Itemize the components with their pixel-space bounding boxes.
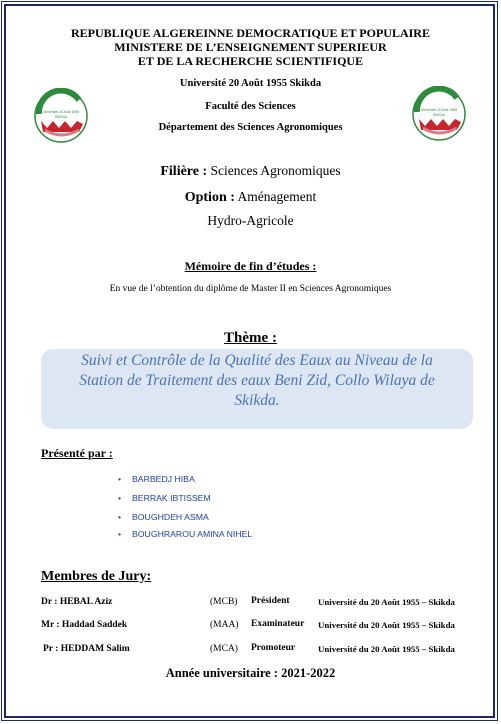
student-item: • BARBEDJ HIBA <box>118 474 195 484</box>
memoire-subtitle: En vue de l’obtention du diplôme de Master II en Sciences Agronomiques <box>109 284 392 294</box>
jury-member-role: Promoteur <box>251 643 296 653</box>
student-item: • BERRAK IBTISSEM <box>118 493 211 503</box>
student-item: • BOUGHDEH ASMA <box>118 512 209 522</box>
theme-box <box>41 349 473 429</box>
filiere-label: Filière : <box>160 164 208 179</box>
svg-text:Université 20 Août 1955: Université 20 Août 1955 <box>420 108 458 112</box>
faculty-name: Faculté des Sciences <box>205 101 296 112</box>
jury-member-role: Président <box>251 596 290 606</box>
theme-label: Thème : <box>224 330 277 346</box>
jury-member-role: Examinateur <box>251 619 305 629</box>
header-line-2: MINISTERE DE L’ENSEIGNEMENT SUPERIEUR <box>114 40 387 54</box>
svg-text:SKIKDA: SKIKDA <box>54 115 68 119</box>
option-value: Aménagement <box>237 189 317 204</box>
jury-member-grade: (MCA) <box>210 644 238 654</box>
header-line-3: ET DE LA RECHERCHE SCIENTIFIQUE <box>137 54 364 68</box>
svg-text:SKIKDA: SKIKDA <box>432 113 446 117</box>
jury-member-university: Université du 20 Août 1955 – Skikda <box>318 597 455 607</box>
memoire-title: Mémoire de fin d’études : <box>184 259 317 273</box>
university-name: Université 20 Août 1955 Skikda <box>179 78 322 89</box>
jury-member-grade: (MAA) <box>210 620 239 630</box>
jury-member-university: Université du 20 Août 1955 – Skikda <box>318 644 455 654</box>
presented-by-label: Présenté par : <box>41 446 113 460</box>
student-name: BARBEDJ HIBA <box>132 474 195 484</box>
student-name: BERRAK IBTISSEM <box>132 493 211 503</box>
university-logo-right <box>411 86 467 142</box>
jury-member-university: Université du 20 Août 1955 – Skikda <box>318 620 455 630</box>
student-name: BOUGHDEH ASMA <box>132 512 209 522</box>
jury-member-grade: (MCB) <box>210 597 238 607</box>
student-name: BOUGHRAROU AMINA NIHEL <box>132 529 253 539</box>
jury-member-name: Mr : Haddad Saddek <box>41 620 128 630</box>
option-value-continued: Hydro-Agricole <box>207 213 294 228</box>
header-line-1: REPUBLIQUE ALGEREINNE DEMOCRATIQUE ET POPULAIRE <box>71 26 430 40</box>
theme-line-1: Suivi et Contrôle de la Qualité des Eaux au Niveau de la <box>81 352 433 369</box>
university-logo-left <box>33 88 89 144</box>
option-line <box>0 189 501 206</box>
filiere-line <box>0 163 501 180</box>
logo-text: Université 20 Août 1955 <box>42 110 80 114</box>
theme-line-2: Station de Traitement des eaux Beni Zid, Collo Wilaya de <box>79 372 435 389</box>
jury-label: Membres de Jury: <box>41 569 152 584</box>
academic-year: Année universitaire : 2021-2022 <box>165 666 336 680</box>
filiere-value: Sciences Agronomiques <box>210 163 341 178</box>
option-label: Option : <box>184 190 235 205</box>
jury-member-name: Pr : HEDDAM Salim <box>43 644 130 654</box>
theme-line-3: Skikda. <box>234 392 280 409</box>
jury-member-name: Dr : HEBAL Aziz <box>41 597 113 607</box>
student-item: • BOUGHRAROU AMINA NIHEL <box>118 529 253 539</box>
department-name: Département des Sciences Agronomiques <box>158 122 343 133</box>
